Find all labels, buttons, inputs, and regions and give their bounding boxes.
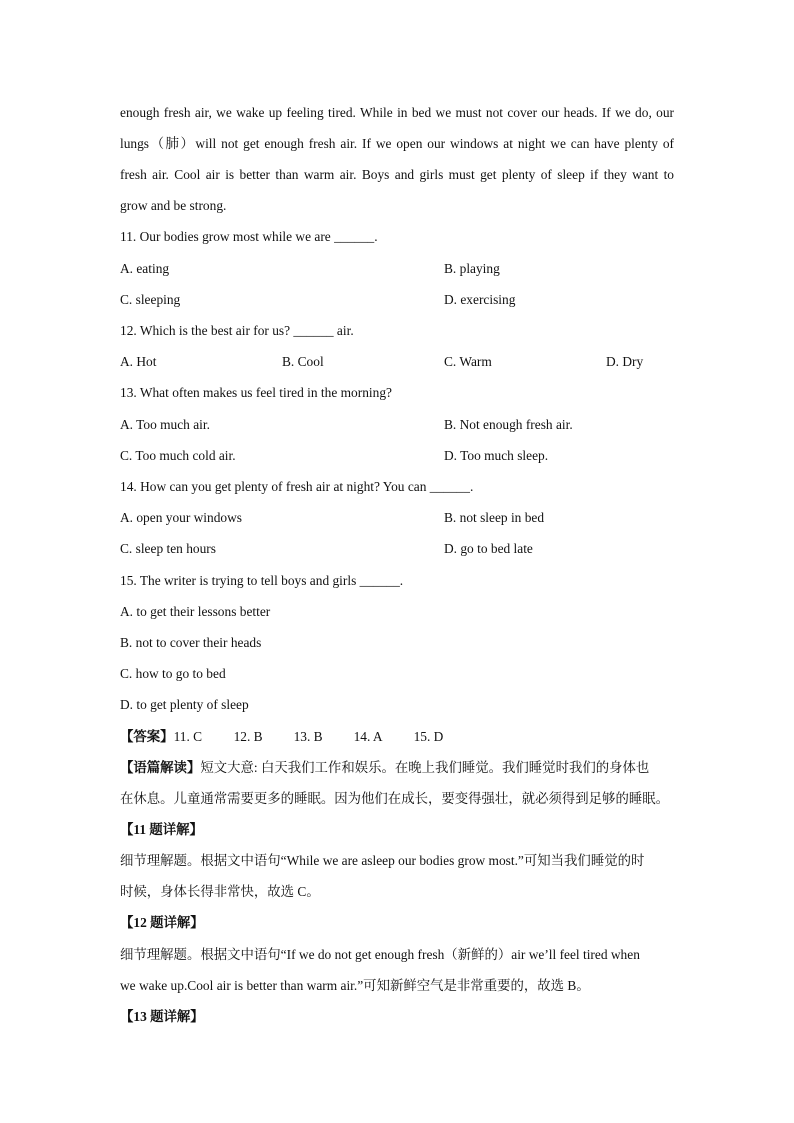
question-12-option-b: B. Cool (282, 354, 324, 369)
question-11-option-b: B. playing (444, 261, 500, 276)
question-11-option-c: C. sleeping (120, 292, 181, 307)
question-13-option-a: A. Too much air. (120, 417, 210, 432)
question-15-option-d: D. to get plenty of sleep (120, 697, 249, 712)
question-15-option-c: C. how to go to bed (120, 666, 226, 681)
reading-analysis-text: 短文大意: 白天我们工作和娱乐。在晚上我们睡觉。我们睡觉时我们的身体也 (200, 760, 650, 775)
detail-12-line-2: we wake up.Cool air is better than warm air.”可知新鲜空气是非常重要的，故选 B。 (120, 978, 590, 993)
detail-11-heading: 【11 题详解】 (120, 822, 203, 837)
question-11-option-d: D. exercising (444, 292, 516, 307)
passage-line-2: lungs（肺）will not get enough fresh air. If we open our windows at night we can have plenty of (120, 136, 674, 151)
answer-item: 15. D (413, 729, 444, 744)
detail-12-line-1: 细节理解题。根据文中语句“If we do not get enough fresh（新鲜的）air we’ll feel tired when (120, 947, 640, 962)
answer-item: 11. C (173, 729, 203, 744)
question-15-option-a: A. to get their lessons better (120, 604, 271, 619)
question-12-option-d: D. Dry (606, 354, 644, 369)
answer-item: 13. B (293, 729, 323, 744)
reading-analysis-line-1 (120, 759, 649, 777)
detail-13-heading: 【13 题详解】 (120, 1009, 204, 1024)
question-14-option-a: A. open your windows (120, 510, 242, 525)
reading-analysis-line-2: 在休息。儿童通常需要更多的睡眠。因为他们在成长，要变得强壮，就必须得到足够的睡眠。 (120, 791, 670, 806)
question-13-option-b: B. Not enough fresh air. (444, 417, 573, 432)
question-11-stem: 11. Our bodies grow most while we are ______. (120, 229, 378, 244)
question-14-option-c: C. sleep ten hours (120, 541, 216, 556)
question-15-option-b: B. not to cover their heads (120, 635, 262, 650)
question-12-option-a: A. Hot (120, 354, 157, 369)
question-14-stem: 14. How can you get plenty of fresh air at night? You can ______. (120, 479, 474, 494)
question-14-option-d: D. go to bed late (444, 541, 533, 556)
answer-label: 【答案】 (120, 729, 174, 744)
question-15-stem: 15. The writer is trying to tell boys and girls ______. (120, 573, 404, 588)
passage-line-1: enough fresh air, we wake up feeling tired. While in bed we must not cover our heads. If we do, our (120, 105, 674, 120)
question-13-option-d: D. Too much sleep. (444, 448, 549, 463)
passage-line-3: fresh air. Cool air is better than warm air. Boys and girls must get plenty of sleep if they want to (120, 167, 674, 182)
question-11-option-a: A. eating (120, 261, 170, 276)
answer-key (120, 728, 443, 746)
detail-11-line-2: 时候，身体长得非常快，故选 C。 (120, 884, 320, 899)
question-14-option-b: B. not sleep in bed (444, 510, 545, 525)
detail-12-heading: 【12 题详解】 (120, 915, 204, 930)
question-12-stem: 12. Which is the best air for us? ______ air. (120, 323, 354, 338)
question-13-stem: 13. What often makes us feel tired in the morning? (120, 385, 392, 400)
answer-item: 12. B (233, 729, 263, 744)
question-12-option-c: C. Warm (444, 354, 492, 369)
reading-analysis-label: 【语篇解读】 (120, 760, 201, 775)
detail-11-line-1: 细节理解题。根据文中语句“While we are asleep our bodies grow most.”可知当我们睡觉的时 (120, 853, 645, 868)
passage-line-4: grow and be strong. (120, 198, 227, 213)
question-13-option-c: C. Too much cold air. (120, 448, 236, 463)
answer-item: 14. A (353, 729, 383, 744)
